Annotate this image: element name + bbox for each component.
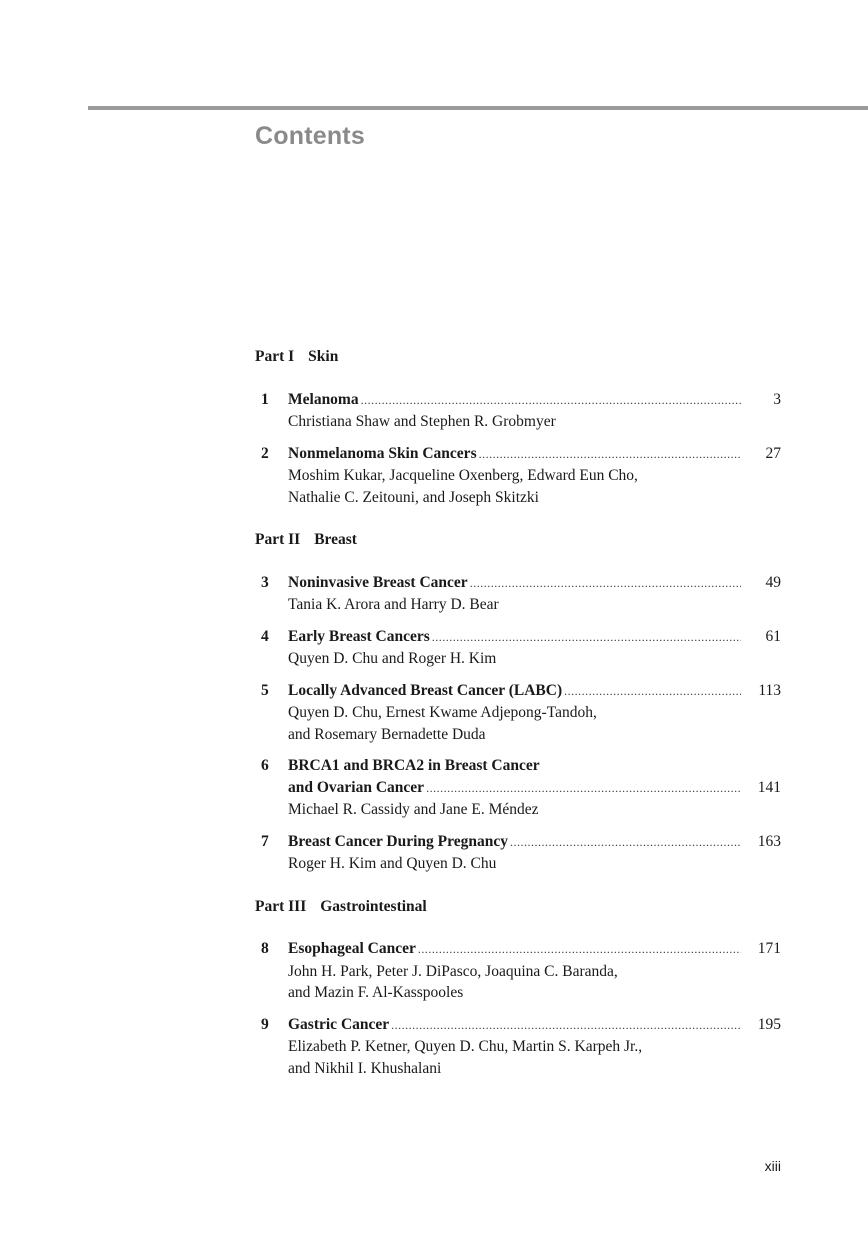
chapter-authors: Nathalie C. Zeitouni, and Joseph Skitzki xyxy=(288,488,539,506)
chapter-authors: Moshim Kukar, Jacqueline Oxenberg, Edward Eun Cho, xyxy=(288,467,638,484)
toc-entry[interactable] xyxy=(255,389,781,433)
toc-entry[interactable] xyxy=(255,443,781,509)
chapter-number: 2 xyxy=(261,444,269,462)
page-number: 3 xyxy=(773,390,781,408)
leader-dots xyxy=(432,627,741,649)
chapter-title: Esophageal Cancer xyxy=(288,940,416,957)
page-number: 49 xyxy=(765,573,781,591)
chapter-authors: Elizabeth P. Ketner, Quyen D. Chu, Martin S. Karpeh Jr., xyxy=(288,1038,643,1055)
toc-entry[interactable] xyxy=(255,831,781,875)
leader-dots xyxy=(510,832,741,854)
chapter-authors: John H. Park, Peter J. DiPasco, Joaquina C. Baranda, xyxy=(288,962,618,980)
page-number: 27 xyxy=(765,444,781,462)
chapter-number: 4 xyxy=(261,627,269,645)
chapter-title-line1: BRCA1 and BRCA2 in Breast Cancer xyxy=(288,757,540,774)
chapter-authors: Roger H. Kim and Quyen D. Chu xyxy=(288,855,497,872)
page-number: 113 xyxy=(758,681,781,699)
leader-dots xyxy=(470,573,741,595)
part-heading xyxy=(255,346,781,368)
chapter-title: Nonmelanoma Skin Cancers xyxy=(288,444,477,462)
part-title: Gastrointestinal xyxy=(320,897,427,915)
chapter-number: 6 xyxy=(261,757,269,774)
chapter-title: Early Breast Cancers xyxy=(288,627,430,645)
part-heading xyxy=(255,529,781,551)
chapter-authors: and Mazin F. Al-Kasspooles xyxy=(288,984,464,1001)
chapter-number: 5 xyxy=(261,681,269,699)
chapter-title: Melanoma xyxy=(288,390,359,408)
chapter-title: Gastric Cancer xyxy=(288,1015,390,1033)
leader-dots xyxy=(564,681,741,703)
leader-dots xyxy=(479,444,741,466)
leader-dots xyxy=(426,778,741,800)
part-label: Part III xyxy=(255,897,307,915)
part-label: Part I xyxy=(255,348,295,365)
chapter-title: Breast Cancer During Pregnancy xyxy=(288,832,508,850)
toc-entry[interactable] xyxy=(255,938,781,1004)
chapter-authors: and Nikhil I. Khushalani xyxy=(288,1059,442,1077)
leader-dots xyxy=(391,1015,741,1037)
chapter-title: Noninvasive Breast Cancer xyxy=(288,573,468,591)
leader-dots xyxy=(361,390,741,412)
chapter-authors: Tania K. Arora and Harry D. Bear xyxy=(288,596,499,613)
leader-dots xyxy=(418,939,741,961)
page-number: 141 xyxy=(757,778,781,796)
page-number: 195 xyxy=(757,1015,781,1033)
part-title: Skin xyxy=(308,348,339,365)
chapter-authors: Michael R. Cassidy and Jane E. Méndez xyxy=(288,801,539,818)
chapter-number: 7 xyxy=(261,832,269,850)
chapter-authors: and Rosemary Bernadette Duda xyxy=(288,725,486,743)
page-folio: xiii xyxy=(764,1158,781,1174)
page-title: Contents xyxy=(255,122,365,150)
part-title: Breast xyxy=(314,531,357,548)
toc-entry[interactable] xyxy=(255,755,781,821)
toc-entry[interactable] xyxy=(255,626,781,670)
toc-entry[interactable] xyxy=(255,680,781,746)
chapter-number: 1 xyxy=(261,390,269,408)
part-label: Part II xyxy=(255,531,301,548)
page-number: 61 xyxy=(765,627,781,645)
chapter-authors: Quyen D. Chu, Ernest Kwame Adjepong-Tandoh, xyxy=(288,704,597,721)
toc-entry[interactable] xyxy=(255,1014,781,1080)
part-heading xyxy=(255,896,781,918)
chapter-number: 9 xyxy=(261,1015,269,1033)
page-number: 171 xyxy=(757,940,781,957)
chapter-title: and Ovarian Cancer xyxy=(288,778,425,796)
chapter-number: 8 xyxy=(261,940,269,957)
chapter-authors: Christiana Shaw and Stephen R. Grobmyer xyxy=(288,413,556,430)
chapter-title: Locally Advanced Breast Cancer (LABC) xyxy=(288,681,563,699)
page-number: 163 xyxy=(757,832,781,850)
chapter-authors: Quyen D. Chu and Roger H. Kim xyxy=(288,650,497,667)
chapter-number: 3 xyxy=(261,573,269,591)
toc-entry[interactable] xyxy=(255,572,781,616)
header-rule xyxy=(88,106,868,110)
table-of-contents xyxy=(255,346,781,1079)
